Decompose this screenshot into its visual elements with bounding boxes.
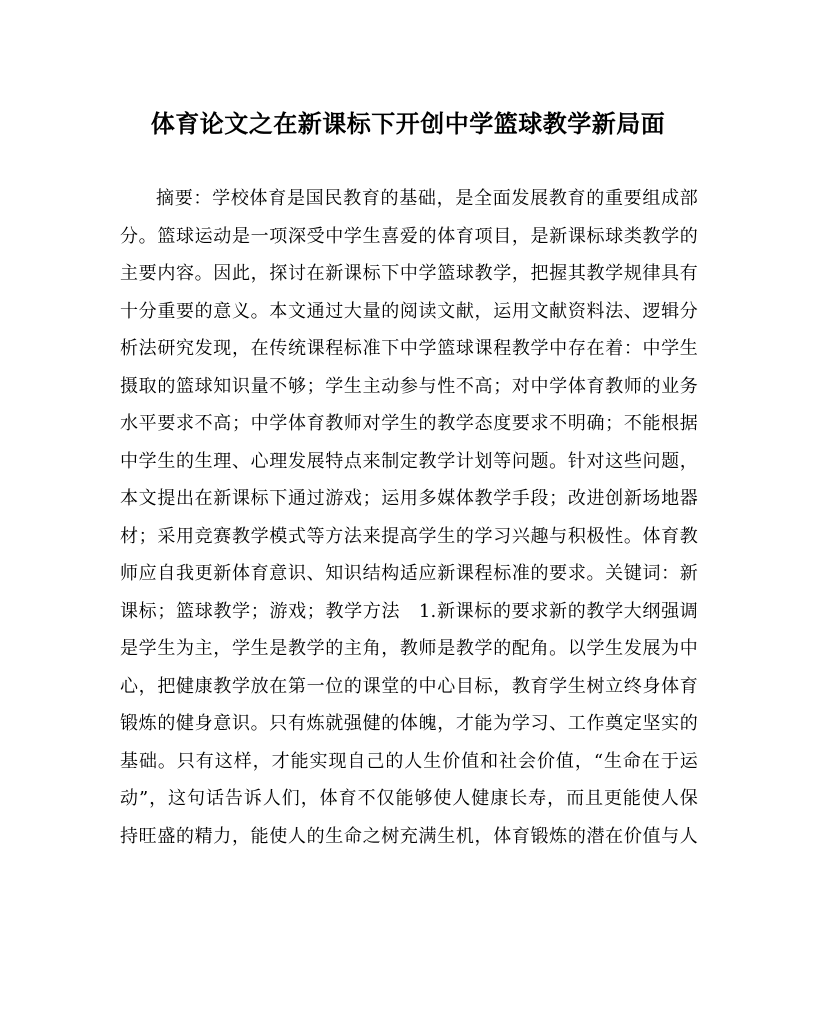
body-line: 锻炼的健身意识。只有炼就强健的体魄，才能为学习、工作奠定坚实的 [120,713,698,734]
body-line: 师应自我更新体育意识、知识结构适应新课程标准的要求。关键词：新 [120,563,698,584]
body-line: 基础。只有这样，才能实现自己的人生价值和社会价值，“生命在于运 [120,750,698,772]
body-line: 主要内容。因此，探讨在新课标下中学篮球教学，把握其教学规律具有 [120,263,698,284]
body-line: 课标；篮球教学；游戏；教学方法 1.新课标的要求新的教学大纲强调 [120,600,698,622]
body-line: 持旺盛的精力，能使人的生命之树充满生机，体育锻炼的潜在价值与人 [120,825,698,847]
body-line: 是学生为主，学生是教学的主角，教师是教学的配角。以学生发展为中 [120,638,698,659]
body-line: 摄取的篮球知识量不够；学生主动参与性不高；对中学体育教师的业务 [120,375,698,397]
body-line: 析法研究发现，在传统课程标准下中学篮球课程教学中存在着：中学生 [120,338,698,359]
body-line: 摘要：学校体育是国民教育的基础，是全面发展教育的重要组成部 [156,188,698,209]
body-line: 水平要求不高；中学体育教师对学生的教学态度要求不明确；不能根据 [120,413,698,434]
document-body [120,180,698,855]
body-line: 中学生的生理、心理发展特点来制定教学计划等问题。针对这些问题， [120,450,698,472]
body-line: 分。篮球运动是一项深受中学生喜爱的体育项目，是新课标球类教学的 [120,225,698,247]
document-title: 体育论文之在新课标下开创中学篮球教学新局面 [150,109,666,138]
body-line: 动”，这句话告诉人们，体育不仅能够使人健康长寿，而且更能使人保 [120,788,698,809]
body-line: 十分重要的意义。本文通过大量的阅读文献，运用文献资料法、逻辑分 [120,300,698,322]
body-line: 本文提出在新课标下通过游戏；运用多媒体教学手段；改进创新场地器 [120,488,698,509]
body-line: 材；采用竞赛教学模式等方法来提高学生的学习兴趣与积极性。体育教 [120,525,698,547]
body-line: 心，把健康教学放在第一位的课堂的中心目标，教育学生树立终身体育 [120,675,698,697]
